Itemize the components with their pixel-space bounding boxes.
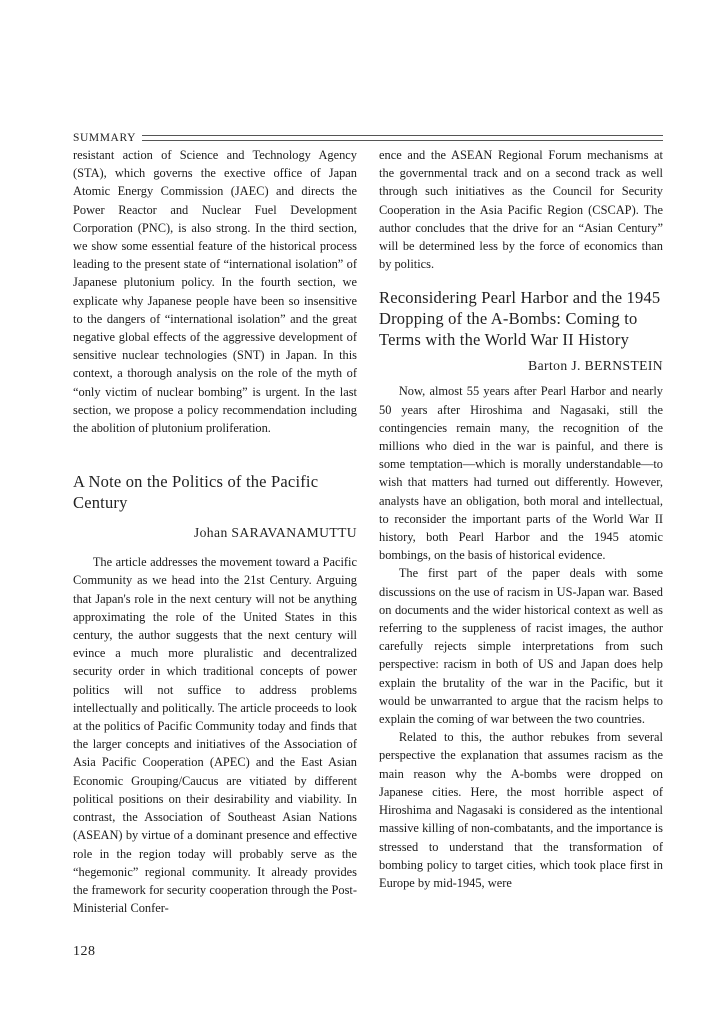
article-author: Barton J. BERNSTEIN (528, 358, 663, 374)
left-column (73, 146, 357, 917)
continued-paragraph: resistant action of Science and Technology Agency (STA), which governs the exective office of Japan Atomic Energy Commission (JAEC) and directs the Power Reactor and Nuclear Fuel Development Corporation (PNC), is also strong. In the third section, we show some essential feature of the historical process leading to the present state of “international isolation” of Japanese plutonium policy. In the fourth section, we explicate why Japanese people have been so insensitive to the dangers of “international isolation” and the great negative global effects of the aggressive development of sensitive nuclear technologies (SNT) in Japan. In this context, a thorough analysis on the role of the myth of “only victim of nuclear bombing” is urgent. In the last section, we propose a policy recommendation including the abolition of plutonium proliferation. (73, 148, 357, 436)
page-number: 128 (73, 944, 96, 959)
right-column (379, 146, 663, 892)
header-rule (142, 135, 663, 141)
article-paragraph: Related to this, the author rebukes from several perspective the explanation that assumes racism as the main reason why the A-bombs were dropped on Japanese cities. Here, the most horrible aspect of Hiroshima and Nagasaki is considered as the intentional massive killing of non-combatants, and the importance is stressed to understand that the transformation of bombing policy to target cities, which took place first in Europe by mid-1945, were (379, 730, 663, 890)
section-header (73, 130, 663, 146)
article-paragraph: The article addresses the movement toward a Pacific Community as we head into the 21st Century. Arguing that Japan's role in the next century will not be anything approximating the role of the United States in this century, the author suggests that the next century will evince a much more pluralistic and decentralized security order in which traditional concepts of power politics will not suffice to address problems intellectually and politically. The article proceeds to look at the politics of Pacific Community today and finds that the larger concepts and initiatives of the Association of Asia Pacific Cooperation (APEC) and the East Asian Economic Grouping/Caucus are vitiated by different political positions on their desirability and viability. In contrast, the Association of Southeast Asian Nations (ASEAN) by virtue of a dominant presence and effective role in the region today will probably serve as the “hegemonic” regional community. It already provides the framework for security cooperation through the Post-Ministerial Confer- (73, 555, 357, 916)
article-paragraph: The first part of the paper deals with some discussions on the use of racism in US-Japan war. Based on documents and the wider historical context as well as referring to the suppleness of racist images, the author carefully rejects simple interpretations from such perspective: racism in both of US and Japan does help explain the brutality of the war in the Pacific, but it would be unwarranted to argue that the racism helps to explain the coming of war between the two countries. (379, 566, 663, 727)
continued-paragraph: ence and the ASEAN Regional Forum mechanisms at the governmental track and on a second track as well through such initiatives as the Council for Security Cooperation in the Asia Pacific Region (CSCAP). The author concludes that the drive for an “Asian Century” will be determined less by the force of economics than by politics. (379, 148, 663, 272)
article-title: Reconsidering Pearl Harbor and the 1945 Dropping of the A-Bombs: Coming to Terms with the World War II History (379, 288, 661, 350)
article-title: A Note on the Politics of the Pacific Century (73, 472, 319, 513)
article-paragraph: Now, almost 55 years after Pearl Harbor and nearly 50 years after Hiroshima and Nagasaki, still the contingencies remain many, the recognition of the millions who died in the war is painful, and there is some temptation—which is morally understandable—to wish that matters had turned out differently. However, analysts have an obligation, both moral and intellectual, to reconsider the important parts of the World War II history, both Pearl Harbor and the 1945 atomic bombings, on the basis of historical evidence. (379, 384, 663, 563)
section-label: SUMMARY (73, 132, 136, 144)
article-author: Johan SARAVANAMUTTU (193, 525, 357, 541)
